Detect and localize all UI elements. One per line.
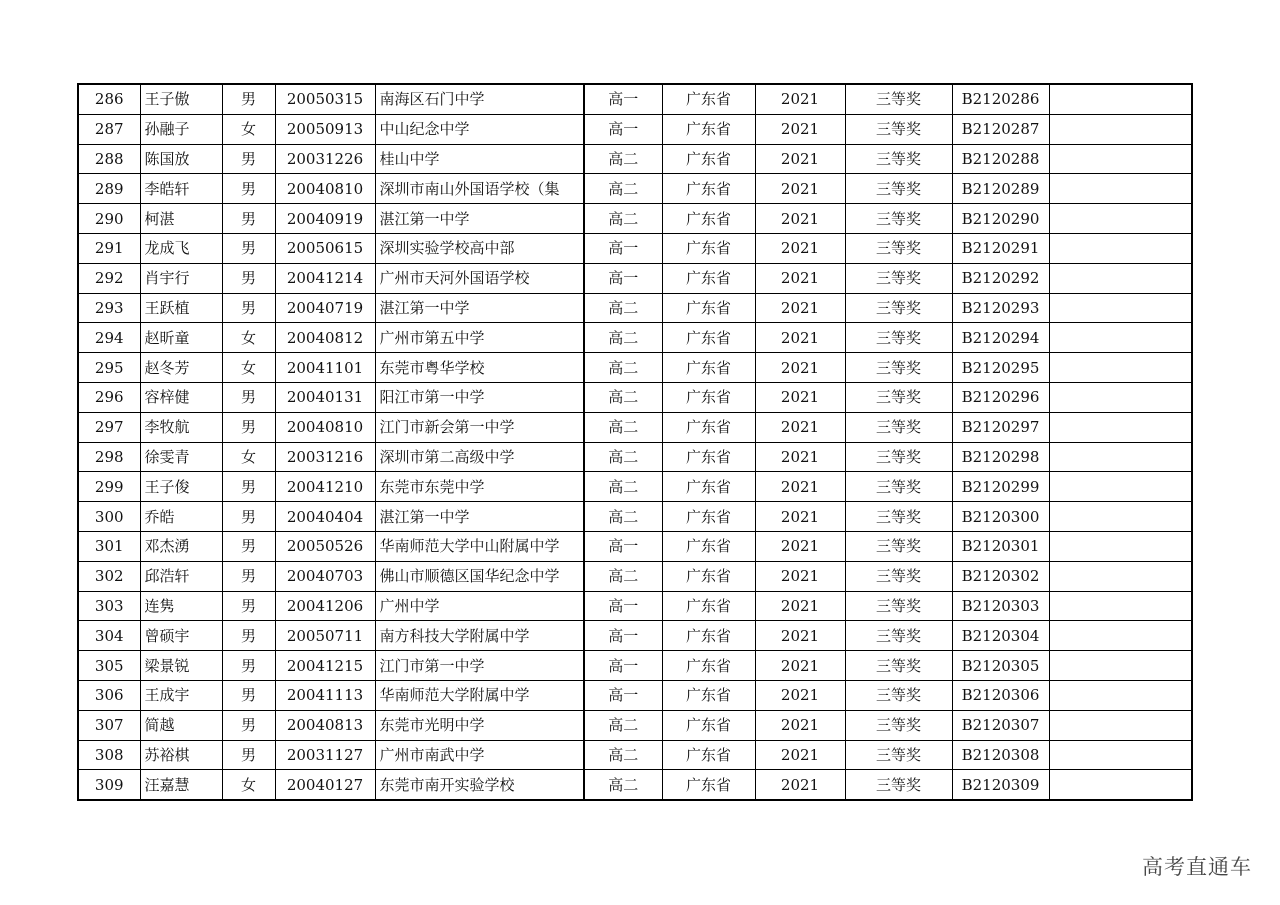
province-cell: 广东省 [662,710,755,740]
school-cell: 中山纪念中学 [375,114,584,144]
name-cell: 李牧航 [140,412,222,442]
year-cell: 2021 [755,293,845,323]
school-cell: 广州中学 [375,591,584,621]
table-row [78,144,1192,174]
remark-cell [1049,233,1192,263]
province-cell: 广东省 [662,84,755,114]
no-cell: 298 [78,442,140,472]
remark-cell [1049,561,1192,591]
birthdate-cell: 20040810 [275,412,375,442]
birthdate-cell: 20040131 [275,382,375,412]
province-cell: 广东省 [662,353,755,383]
table-row [78,204,1192,234]
grade-cell: 高二 [584,770,662,800]
no-cell: 301 [78,531,140,561]
award-cell: 三等奖 [845,770,952,800]
birthdate-cell: 20040719 [275,293,375,323]
grade-cell: 高二 [584,740,662,770]
gender-cell: 男 [222,621,275,651]
award-cell: 三等奖 [845,293,952,323]
province-cell: 广东省 [662,323,755,353]
table-row [78,770,1192,800]
grade-cell: 高二 [584,472,662,502]
remark-cell [1049,531,1192,561]
birthdate-cell: 20041113 [275,680,375,710]
remark-cell [1049,293,1192,323]
school-cell: 东莞市光明中学 [375,710,584,740]
year-cell: 2021 [755,651,845,681]
no-cell: 286 [78,84,140,114]
grade-cell: 高二 [584,144,662,174]
table-row [78,472,1192,502]
year-cell: 2021 [755,740,845,770]
gender-cell: 男 [222,531,275,561]
school-cell: 广州市南武中学 [375,740,584,770]
year-cell: 2021 [755,144,845,174]
year-cell: 2021 [755,591,845,621]
year-cell: 2021 [755,204,845,234]
table-row [78,442,1192,472]
province-cell: 广东省 [662,740,755,770]
gender-cell: 男 [222,502,275,532]
table-row [78,502,1192,532]
remark-cell [1049,651,1192,681]
school-cell: 佛山市顺德区国华纪念中学 [375,561,584,591]
province-cell: 广东省 [662,174,755,204]
birthdate-cell: 20040703 [275,561,375,591]
name-cell: 乔皓 [140,502,222,532]
certificate-cell: B2120305 [952,651,1049,681]
remark-cell [1049,382,1192,412]
province-cell: 广东省 [662,591,755,621]
award-cell: 三等奖 [845,263,952,293]
remark-cell [1049,263,1192,293]
school-cell: 桂山中学 [375,144,584,174]
birthdate-cell: 20031216 [275,442,375,472]
year-cell: 2021 [755,502,845,532]
table-body [78,84,1192,800]
name-cell: 孙融子 [140,114,222,144]
grade-cell: 高二 [584,442,662,472]
remark-cell [1049,502,1192,532]
year-cell: 2021 [755,561,845,591]
certificate-cell: B2120289 [952,174,1049,204]
school-cell: 东莞市南开实验学校 [375,770,584,800]
grade-cell: 高二 [584,204,662,234]
school-cell: 南海区石门中学 [375,84,584,114]
birthdate-cell: 20031127 [275,740,375,770]
name-cell: 简越 [140,710,222,740]
certificate-cell: B2120296 [952,382,1049,412]
school-cell: 南方科技大学附属中学 [375,621,584,651]
certificate-cell: B2120294 [952,323,1049,353]
name-cell: 容梓健 [140,382,222,412]
province-cell: 广东省 [662,263,755,293]
award-list-table [77,83,1193,801]
school-cell: 深圳市南山外国语学校（集 [375,174,584,204]
province-cell: 广东省 [662,472,755,502]
name-cell: 柯湛 [140,204,222,234]
certificate-cell: B2120298 [952,442,1049,472]
grade-cell: 高一 [584,84,662,114]
no-cell: 307 [78,710,140,740]
name-cell: 李皓轩 [140,174,222,204]
table-row [78,84,1192,114]
birthdate-cell: 20040810 [275,174,375,204]
year-cell: 2021 [755,174,845,204]
table-row [78,561,1192,591]
school-cell: 湛江第一中学 [375,502,584,532]
birthdate-cell: 20041215 [275,651,375,681]
province-cell: 广东省 [662,442,755,472]
award-cell: 三等奖 [845,233,952,263]
school-cell: 江门市新会第一中学 [375,412,584,442]
watermark-text: 高考直通车 [1142,855,1252,879]
province-cell: 广东省 [662,233,755,263]
grade-cell: 高二 [584,412,662,442]
award-cell: 三等奖 [845,382,952,412]
name-cell: 邓杰湧 [140,531,222,561]
birthdate-cell: 20050615 [275,233,375,263]
gender-cell: 男 [222,561,275,591]
remark-cell [1049,770,1192,800]
gender-cell: 男 [222,204,275,234]
no-cell: 294 [78,323,140,353]
year-cell: 2021 [755,472,845,502]
name-cell: 王子傲 [140,84,222,114]
gender-cell: 男 [222,472,275,502]
remark-cell [1049,353,1192,383]
award-cell: 三等奖 [845,204,952,234]
gender-cell: 男 [222,144,275,174]
name-cell: 王子俊 [140,472,222,502]
award-cell: 三等奖 [845,561,952,591]
no-cell: 288 [78,144,140,174]
birthdate-cell: 20050526 [275,531,375,561]
award-cell: 三等奖 [845,502,952,532]
award-cell: 三等奖 [845,114,952,144]
certificate-cell: B2120300 [952,502,1049,532]
gender-cell: 男 [222,591,275,621]
gender-cell: 男 [222,174,275,204]
year-cell: 2021 [755,442,845,472]
no-cell: 287 [78,114,140,144]
table-row [78,680,1192,710]
no-cell: 300 [78,502,140,532]
birthdate-cell: 20040812 [275,323,375,353]
year-cell: 2021 [755,323,845,353]
award-cell: 三等奖 [845,621,952,651]
remark-cell [1049,412,1192,442]
table-row [78,591,1192,621]
province-cell: 广东省 [662,114,755,144]
table-row [78,233,1192,263]
grade-cell: 高二 [584,502,662,532]
certificate-cell: B2120290 [952,204,1049,234]
remark-cell [1049,591,1192,621]
certificate-cell: B2120307 [952,710,1049,740]
year-cell: 2021 [755,114,845,144]
gender-cell: 男 [222,382,275,412]
table-row [78,382,1192,412]
gender-cell: 男 [222,710,275,740]
grade-cell: 高一 [584,621,662,651]
remark-cell [1049,174,1192,204]
birthdate-cell: 20040919 [275,204,375,234]
table-row [78,293,1192,323]
birthdate-cell: 20041214 [275,263,375,293]
name-cell: 梁景锐 [140,651,222,681]
award-cell: 三等奖 [845,591,952,621]
remark-cell [1049,323,1192,353]
year-cell: 2021 [755,382,845,412]
grade-cell: 高二 [584,710,662,740]
school-cell: 广州市天河外国语学校 [375,263,584,293]
year-cell: 2021 [755,353,845,383]
gender-cell: 女 [222,114,275,144]
year-cell: 2021 [755,263,845,293]
no-cell: 304 [78,621,140,651]
year-cell: 2021 [755,412,845,442]
certificate-cell: B2120306 [952,680,1049,710]
gender-cell: 男 [222,740,275,770]
certificate-cell: B2120302 [952,561,1049,591]
remark-cell [1049,114,1192,144]
province-cell: 广东省 [662,144,755,174]
table-row [78,412,1192,442]
grade-cell: 高二 [584,382,662,412]
province-cell: 广东省 [662,621,755,651]
province-cell: 广东省 [662,531,755,561]
gender-cell: 男 [222,680,275,710]
certificate-cell: B2120301 [952,531,1049,561]
name-cell: 龙成飞 [140,233,222,263]
remark-cell [1049,472,1192,502]
no-cell: 299 [78,472,140,502]
school-cell: 阳江市第一中学 [375,382,584,412]
name-cell: 曾硕宇 [140,621,222,651]
province-cell: 广东省 [662,770,755,800]
remark-cell [1049,740,1192,770]
grade-cell: 高二 [584,323,662,353]
table-row [78,353,1192,383]
grade-cell: 高二 [584,174,662,204]
certificate-cell: B2120291 [952,233,1049,263]
birthdate-cell: 20040404 [275,502,375,532]
gender-cell: 男 [222,651,275,681]
certificate-cell: B2120286 [952,84,1049,114]
certificate-cell: B2120287 [952,114,1049,144]
no-cell: 292 [78,263,140,293]
remark-cell [1049,680,1192,710]
grade-cell: 高一 [584,591,662,621]
remark-cell [1049,204,1192,234]
table-row [78,114,1192,144]
no-cell: 308 [78,740,140,770]
name-cell: 徐雯青 [140,442,222,472]
grade-cell: 高二 [584,293,662,323]
remark-cell [1049,84,1192,114]
gender-cell: 女 [222,442,275,472]
gender-cell: 女 [222,323,275,353]
award-cell: 三等奖 [845,412,952,442]
certificate-cell: B2120288 [952,144,1049,174]
year-cell: 2021 [755,84,845,114]
award-cell: 三等奖 [845,353,952,383]
no-cell: 296 [78,382,140,412]
name-cell: 汪嘉慧 [140,770,222,800]
province-cell: 广东省 [662,412,755,442]
certificate-cell: B2120299 [952,472,1049,502]
province-cell: 广东省 [662,293,755,323]
birthdate-cell: 20041206 [275,591,375,621]
certificate-cell: B2120293 [952,293,1049,323]
grade-cell: 高二 [584,561,662,591]
school-cell: 湛江第一中学 [375,293,584,323]
table-row [78,531,1192,561]
name-cell: 苏裕棋 [140,740,222,770]
year-cell: 2021 [755,531,845,561]
grade-cell: 高一 [584,651,662,681]
gender-cell: 女 [222,770,275,800]
name-cell: 肖宇行 [140,263,222,293]
birthdate-cell: 20041101 [275,353,375,383]
name-cell: 王成宇 [140,680,222,710]
gender-cell: 女 [222,353,275,383]
grade-cell: 高一 [584,680,662,710]
remark-cell [1049,710,1192,740]
award-cell: 三等奖 [845,174,952,204]
certificate-cell: B2120303 [952,591,1049,621]
no-cell: 295 [78,353,140,383]
gender-cell: 男 [222,412,275,442]
province-cell: 广东省 [662,561,755,591]
no-cell: 306 [78,680,140,710]
year-cell: 2021 [755,233,845,263]
province-cell: 广东省 [662,680,755,710]
certificate-cell: B2120309 [952,770,1049,800]
school-cell: 广州市第五中学 [375,323,584,353]
grade-cell: 高一 [584,233,662,263]
name-cell: 陈国放 [140,144,222,174]
birthdate-cell: 20050711 [275,621,375,651]
gender-cell: 男 [222,263,275,293]
province-cell: 广东省 [662,651,755,681]
school-cell: 深圳市第二高级中学 [375,442,584,472]
year-cell: 2021 [755,710,845,740]
name-cell: 邱浩轩 [140,561,222,591]
no-cell: 297 [78,412,140,442]
certificate-cell: B2120308 [952,740,1049,770]
table-row [78,621,1192,651]
award-cell: 三等奖 [845,442,952,472]
certificate-cell: B2120297 [952,412,1049,442]
name-cell: 赵冬芳 [140,353,222,383]
award-cell: 三等奖 [845,651,952,681]
award-cell: 三等奖 [845,472,952,502]
gender-cell: 男 [222,84,275,114]
no-cell: 289 [78,174,140,204]
school-cell: 华南师范大学附属中学 [375,680,584,710]
birthdate-cell: 20050913 [275,114,375,144]
year-cell: 2021 [755,621,845,651]
no-cell: 302 [78,561,140,591]
birthdate-cell: 20041210 [275,472,375,502]
award-cell: 三等奖 [845,710,952,740]
no-cell: 290 [78,204,140,234]
award-cell: 三等奖 [845,323,952,353]
birthdate-cell: 20040127 [275,770,375,800]
table-row [78,174,1192,204]
birthdate-cell: 20050315 [275,84,375,114]
gender-cell: 男 [222,293,275,323]
name-cell: 赵昕童 [140,323,222,353]
grade-cell: 高一 [584,263,662,293]
certificate-cell: B2120292 [952,263,1049,293]
remark-cell [1049,442,1192,472]
no-cell: 303 [78,591,140,621]
birthdate-cell: 20040813 [275,710,375,740]
remark-cell [1049,621,1192,651]
year-cell: 2021 [755,680,845,710]
no-cell: 293 [78,293,140,323]
certificate-cell: B2120304 [952,621,1049,651]
school-cell: 东莞市东莞中学 [375,472,584,502]
remark-cell [1049,144,1192,174]
no-cell: 309 [78,770,140,800]
gender-cell: 男 [222,233,275,263]
province-cell: 广东省 [662,382,755,412]
school-cell: 华南师范大学中山附属中学 [375,531,584,561]
no-cell: 291 [78,233,140,263]
province-cell: 广东省 [662,204,755,234]
grade-cell: 高二 [584,353,662,383]
award-cell: 三等奖 [845,740,952,770]
school-cell: 湛江第一中学 [375,204,584,234]
table-row [78,323,1192,353]
award-cell: 三等奖 [845,680,952,710]
table-row [78,710,1192,740]
no-cell: 305 [78,651,140,681]
name-cell: 连隽 [140,591,222,621]
award-cell: 三等奖 [845,84,952,114]
table-row [78,651,1192,681]
grade-cell: 高一 [584,531,662,561]
birthdate-cell: 20031226 [275,144,375,174]
certificate-cell: B2120295 [952,353,1049,383]
school-cell: 江门市第一中学 [375,651,584,681]
award-cell: 三等奖 [845,144,952,174]
award-cell: 三等奖 [845,531,952,561]
school-cell: 东莞市粤华学校 [375,353,584,383]
province-cell: 广东省 [662,502,755,532]
table-row [78,263,1192,293]
school-cell: 深圳实验学校高中部 [375,233,584,263]
year-cell: 2021 [755,770,845,800]
grade-cell: 高一 [584,114,662,144]
name-cell: 王跃植 [140,293,222,323]
table-row [78,740,1192,770]
